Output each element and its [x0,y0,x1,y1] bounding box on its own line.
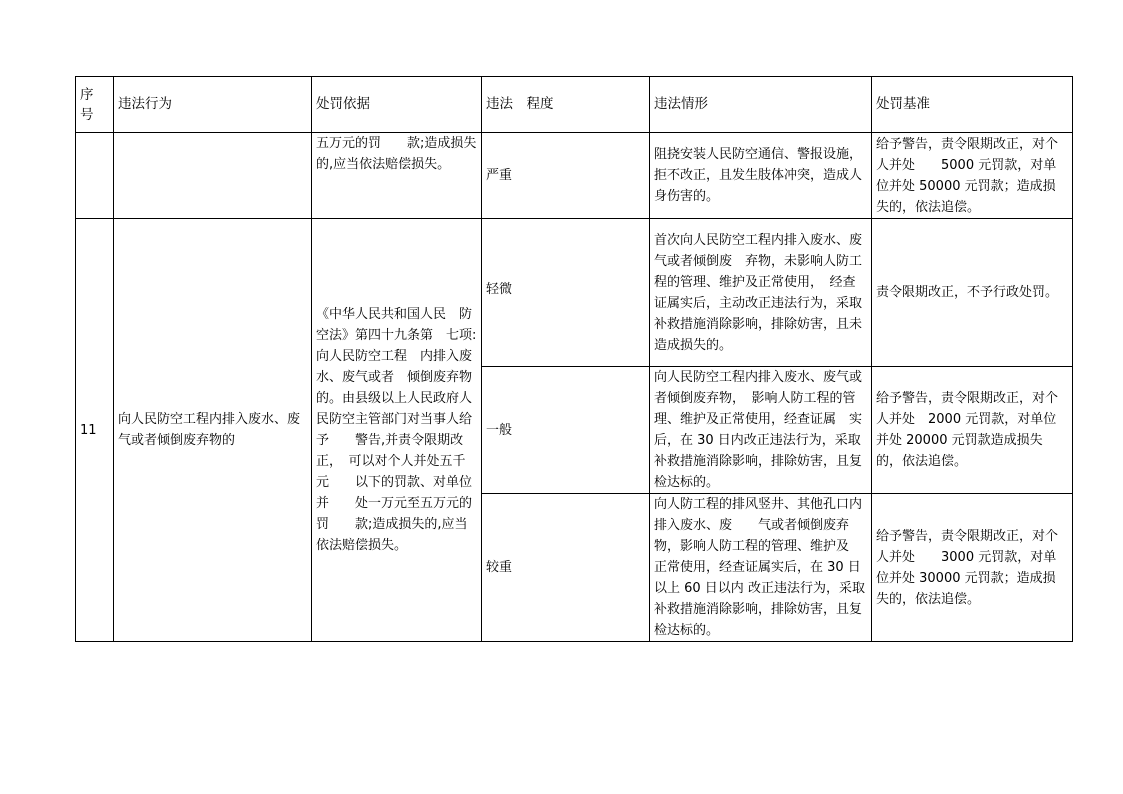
degree-cell: 较重 [482,494,650,642]
header-basis: 处罚依据 [312,77,482,133]
situation-cell: 阻挠安装人民防空通信、警报设施，拒不改正，且发生肢体冲突，造成人身伤害的。 [650,133,872,219]
situation-cell: 向人民防空工程内排入废水、废气或者倾倒废弃物， 影响人防工程的管理、维护及正常使用，经查证属 实后，在 30 日内改正违法行为，采取补救措施消除影响，排除妨害，且复检达标的。 [650,367,872,494]
basis-cell: 《中华人民共和国人民 防空法》第四十九条第 七项:向人民防空工程 内排入废水、废气或者 倾倒废弃物的。由县级以上人民政府人民防空主管部门对当事人给予 警告,并责令限期改正， 可以对个人并处五千元 以下的罚款、对单位并 处一万元至五万元的罚 款;造成损失的,应当依法赔偿损失。 [312,219,482,642]
act-cell [114,133,312,219]
penalty-table [75,76,1073,642]
header-row [76,77,1073,133]
table-row [76,219,1073,367]
seq-cell [76,133,114,219]
header-act: 违法行为 [114,77,312,133]
header-seq: 序 号 [76,77,114,133]
standard-cell: 给予警告，责令限期改正，对个人并处 3000 元罚款，对单位并处 30000 元罚款；造成损失的，依法追偿。 [872,494,1073,642]
degree-cell: 严重 [482,133,650,219]
situation-cell: 首次向人民防空工程内排入废水、废气或者倾倒废 弃物，未影响人防工程的管理、维护及正常使用， 经查证属实后，主动改正违法行为，采取补救措施消除影响，排除妨害，且未造成损失的。 [650,219,872,367]
standard-cell: 给予警告，责令限期改正，对个人并处 5000 元罚款，对单位并处 50000 元罚款；造成损失的，依法追偿。 [872,133,1073,219]
standard-cell: 责令限期改正，不予行政处罚。 [872,219,1073,367]
table-row [76,133,1073,219]
seq-cell: 11 [76,219,114,642]
header-standard: 处罚基准 [872,77,1073,133]
header-degree: 违法 程度 [482,77,650,133]
degree-cell: 轻微 [482,219,650,367]
act-cell: 向人民防空工程内排入废水、废气或者倾倒废弃物的 [114,219,312,642]
situation-cell: 向人防工程的排风竖井、其他孔口内排入废水、废 气或者倾倒废弃物，影响人防工程的管理、维护及 正常使用，经查证属实后，在 30 日以上 60 日以内 改正违法行为，采取补救措施消除影响，排除妨害，且复检达标的。 [650,494,872,642]
degree-cell: 一般 [482,367,650,494]
standard-cell: 给予警告，责令限期改正，对个人并处 2000 元罚款，对单位并处 20000 元罚款造成损失的，依法追偿。 [872,367,1073,494]
header-situation: 违法情形 [650,77,872,133]
basis-cell: 五万元的罚 款;造成损失的,应当依法赔偿损失。 [312,133,482,219]
